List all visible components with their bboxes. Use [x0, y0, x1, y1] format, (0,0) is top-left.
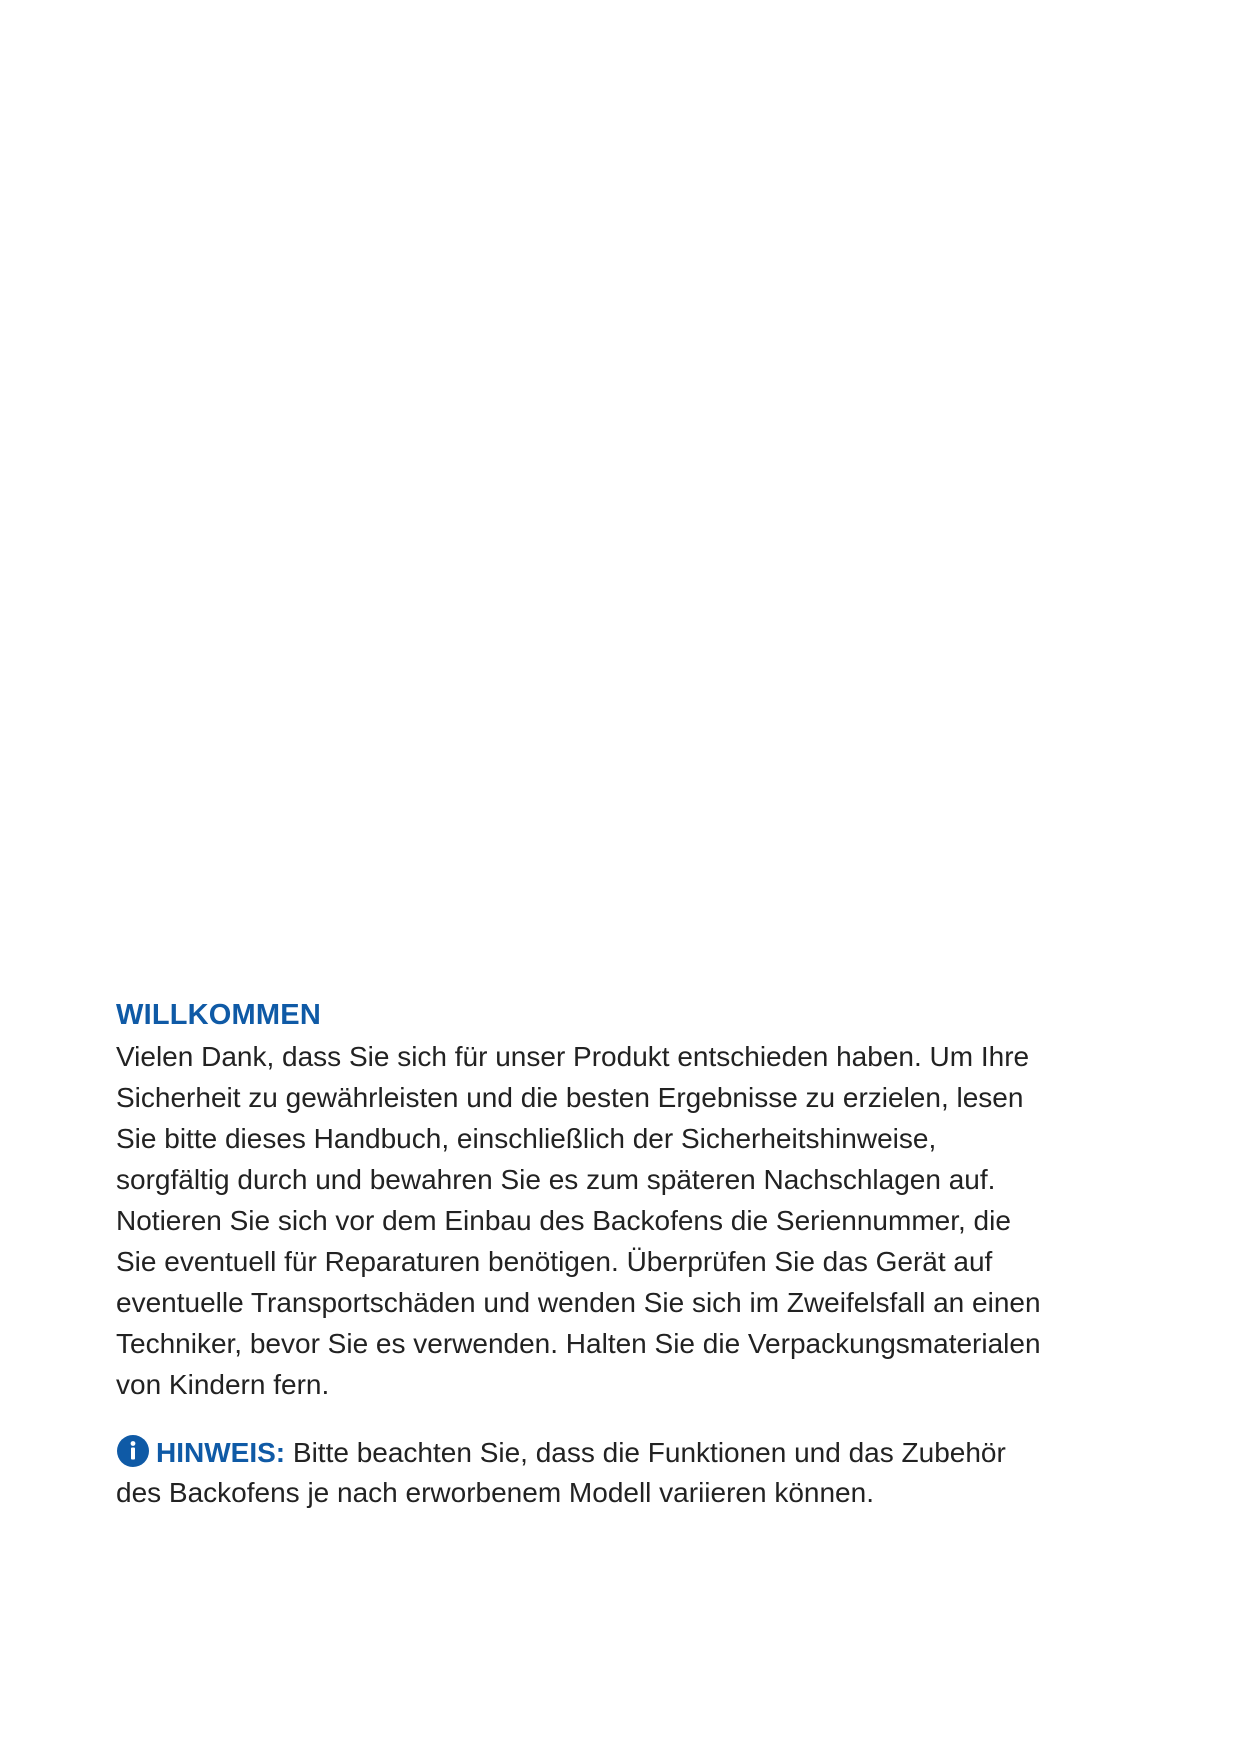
paragraph-line: von Kindern fern. — [116, 1369, 330, 1400]
paragraph-line: Sie bitte dieses Handbuch, einschließlich der Sicherheitshinweise, — [116, 1123, 937, 1154]
paragraph-line: sorgfältig durch und bewahren Sie es zum späteren Nachschlagen auf. — [116, 1164, 996, 1195]
welcome-section — [116, 994, 1136, 1513]
welcome-heading: WILLKOMMEN — [116, 999, 321, 1031]
info-icon — [116, 1434, 150, 1468]
paragraph-line: Notieren Sie sich vor dem Einbau des Backofens die Seriennummer, die — [116, 1205, 1011, 1236]
welcome-paragraph — [116, 1036, 1136, 1405]
paragraph-line: Sicherheit zu gewährleisten und die besten Ergebnisse zu erzielen, lesen — [116, 1082, 1024, 1113]
paragraph-line: eventuelle Transportschäden und wenden Sie sich im Zweifelsfall an einen — [116, 1287, 1041, 1318]
paragraph-line: Vielen Dank, dass Sie sich für unser Produkt entschieden haben. Um Ihre — [116, 1041, 1030, 1072]
note-text-line: des Backofens je nach erworbenem Modell variieren können. — [116, 1477, 874, 1508]
note-text-line: Bitte beachten Sie, dass die Funktionen und das Zubehör — [292, 1437, 1006, 1468]
paragraph-line: Sie eventuell für Reparaturen benötigen. Überprüfen Sie das Gerät auf — [116, 1246, 993, 1277]
note-block — [116, 1433, 1136, 1513]
paragraph-line: Techniker, bevor Sie es verwenden. Halten Sie die Verpackungsmaterialen — [116, 1328, 1041, 1359]
note-label: HINWEIS: — [156, 1437, 286, 1468]
